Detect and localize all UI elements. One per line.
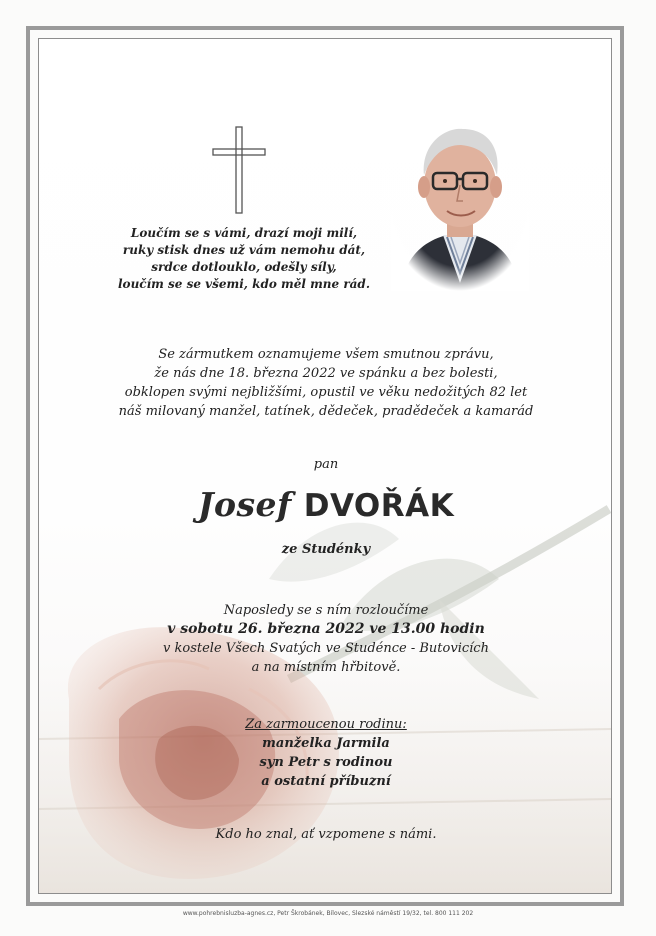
farewell-place: v kostele Všech Svatých ve Studénce - Butovicích (163, 641, 489, 656)
closing-line: Kdo ho znal, ať vzpomene s námi. (215, 827, 437, 842)
portrait-photo (391, 113, 529, 291)
announcement-line: že nás dne 18. března 2022 ve spánku a bez bolesti, (154, 366, 498, 381)
last-name: DVOŘÁK (303, 488, 455, 524)
honorific: pan (313, 457, 339, 472)
announcement-line: obklopen svými nejbližšími, opustil ve věku nedožitých 82 let (124, 385, 528, 400)
family-member: a ostatní příbuzní (261, 774, 391, 789)
poem-line: loučím se se všemi, kdo měl mne rád. (118, 277, 370, 291)
family-member: manželka Jarmila (262, 736, 390, 751)
announcement (39, 345, 612, 421)
poem-line: srdce dotlouklo, odešly síly, (151, 260, 337, 274)
announcement-line: Se zármutkem oznamujeme všem smutnou zprávu, (158, 347, 494, 362)
first-name: Josef (197, 485, 292, 524)
farewell-intro: Naposledy se s ním rozloučíme (223, 603, 429, 618)
announcement-line: náš milovaný manžel, tatínek, dědeček, pradědeček a kamarád (118, 404, 534, 419)
footer-imprint: www.pohrebnisluzba-agnes.cz, Petr Škrobánek, Bílovec, Slezské náměstí 19/32, tel. 800 111 202 (182, 910, 474, 917)
origin: ze Studénky (281, 542, 371, 557)
farewell-datetime: v sobotu 26. března 2022 ve 13.00 hodin (167, 621, 485, 637)
notice-card (38, 38, 612, 894)
family-member: syn Petr s rodinou (259, 755, 393, 770)
family-signature (39, 715, 612, 791)
poem-line: ruky stisk dnes už vám nemohu dát, (122, 243, 366, 257)
poem-line: Loučím se s vámi, drazí moji milí, (130, 226, 358, 240)
farewell-details (39, 601, 612, 677)
farewell-cemetery: a na místním hřbitově. (251, 660, 401, 675)
deceased-name (39, 485, 612, 524)
family-heading: Za zarmoucenou rodinu: (245, 717, 407, 732)
poem (99, 225, 389, 293)
cross-icon (211, 125, 267, 215)
